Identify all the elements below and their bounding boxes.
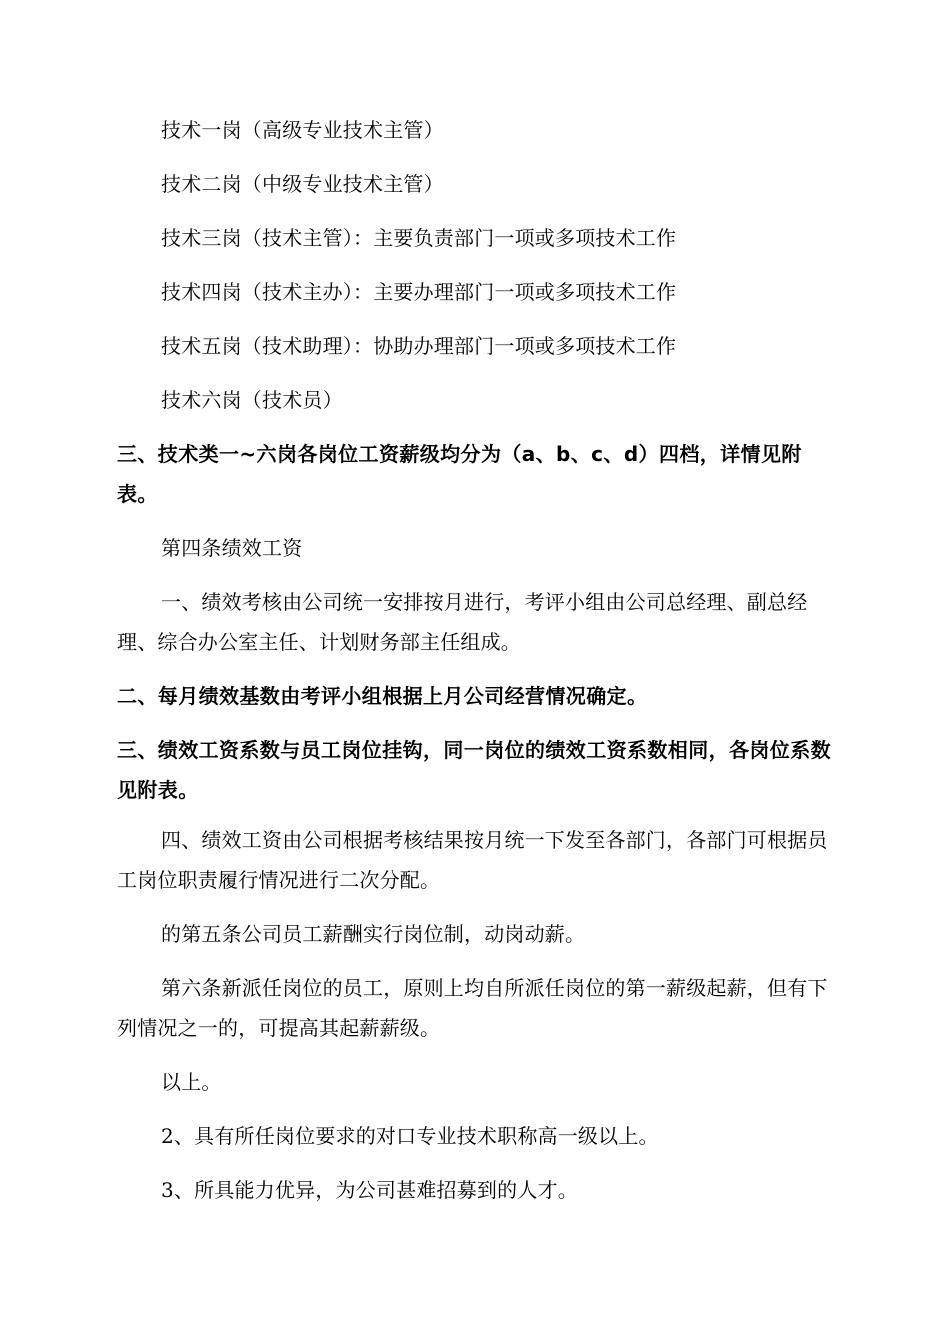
paragraph-tech-post-4: 技术四岗（技术主办）：主要办理部门一项或多项技术工作 xyxy=(161,280,677,304)
paragraph-condition-3: 3、所具能力优异，为公司甚难招募到的人才。 xyxy=(161,1178,578,1202)
paragraph-article-4-title: 第四条绩效工资 xyxy=(161,536,303,560)
paragraph-tech-post-6: 技术六岗（技术员） xyxy=(161,388,343,412)
paragraph-article-5: 的第五条公司员工薪酬实行岗位制，动岗动薪。 xyxy=(161,922,586,946)
paragraph-performance-3: 三、绩效工资系数与员工岗位挂钩，同一岗位的绩效工资系数相同，各岗位系数见附表。 xyxy=(117,738,831,802)
paragraph-salary-grade-note: 三、技术类一~六岗各岗位工资薪级均分为（a、b、c、d）四档，详情见附表。 xyxy=(117,442,802,506)
paragraph-article-6: 第六条新派任岗位的员工，原则上均自所派任岗位的第一薪级起薪，但有下列情况之一的，可提高其起薪薪级。 xyxy=(117,976,828,1040)
paragraph-performance-4: 四、绩效工资由公司根据考核结果按月统一下发至各部门，各部门可根据员工岗位职责履行情况进行二次分配。 xyxy=(117,828,828,892)
paragraph-tech-post-5: 技术五岗（技术助理）：协助办理部门一项或多项技术工作 xyxy=(161,334,677,358)
paragraph-performance-2: 二、每月绩效基数由考评小组根据上月公司经营情况确定。 xyxy=(117,684,648,708)
paragraph-condition-2: 2、具有所任岗位要求的对口专业技术职称高一级以上。 xyxy=(161,1124,659,1148)
paragraph-tech-post-1: 技术一岗（高级专业技术主管） xyxy=(161,118,444,142)
paragraph-tech-post-3: 技术三岗（技术主管）：主要负责部门一项或多项技术工作 xyxy=(161,226,677,250)
paragraph-above: 以上。 xyxy=(161,1070,222,1094)
paragraph-performance-1: 一、绩效考核由公司统一安排按月进行，考评小组由公司总经理、副总经理、综合办公室主任、计划财务部主任组成。 xyxy=(117,590,808,654)
paragraph-tech-post-2: 技术二岗（中级专业技术主管） xyxy=(161,172,444,196)
